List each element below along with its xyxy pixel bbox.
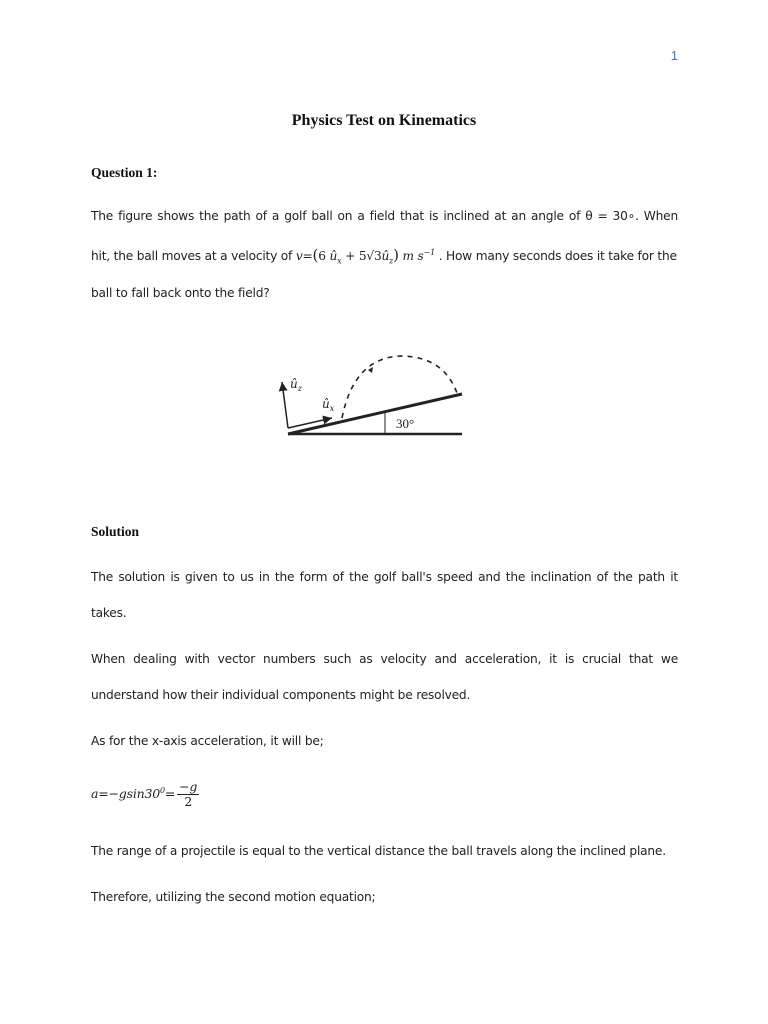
question-line-2-start: hit, the ball moves at a velocity of bbox=[91, 249, 293, 263]
solution-p4: The range of a projectile is equal to the vertical distance the ball travels along the inclined plane. bbox=[91, 844, 666, 858]
uz-label: $û_z$ bbox=[290, 377, 302, 393]
solution-p3: As for the x-axis acceleration, it will be; bbox=[91, 734, 324, 748]
solution-p2-line-1: When dealing with vector numbers such as velocity and acceleration, it is crucial that we bbox=[91, 652, 678, 666]
solution-heading: Solution bbox=[91, 524, 140, 539]
question-line-2-end: . How many seconds does it take for the bbox=[438, 249, 677, 263]
solution-p2-line-2: understand how their individual components might be resolved. bbox=[91, 688, 471, 702]
solution-p1-line-1: The solution is given to us in the form of the golf ball's speed and the inclination of the path it bbox=[91, 570, 678, 584]
ux-label: $û_x$ bbox=[322, 397, 335, 413]
question-line-1: The figure shows the path of a golf ball on a field that is inclined at an angle of θ = 30∘. When bbox=[91, 209, 678, 223]
angle-label: 30° bbox=[396, 416, 415, 431]
fraction: $\frac{-g}{2}$ bbox=[179, 779, 198, 809]
uz-arrow bbox=[282, 382, 288, 428]
page-title: Physics Test on Kinematics bbox=[291, 112, 477, 129]
trajectory-arrowhead bbox=[368, 367, 373, 373]
incline-diagram bbox=[270, 348, 470, 448]
golf-ball-incline-figure bbox=[270, 348, 470, 448]
acceleration-equation: $a=-gsin30^0=$ $\frac{-g}{2}$ bbox=[91, 779, 198, 809]
velocity-expression: v=(6 $û_x$ + $5√3û_z$) m $s^{-1}$ bbox=[295, 246, 436, 266]
question-line-2 bbox=[91, 246, 678, 265]
question-heading: Question 1: bbox=[91, 165, 158, 180]
page-number: 1 bbox=[670, 48, 678, 63]
solution-p5: Therefore, utilizing the second motion equation; bbox=[91, 890, 376, 904]
incline-line bbox=[288, 394, 462, 434]
question-line-3: ball to fall back onto the field? bbox=[91, 286, 270, 300]
solution-p1-line-2: takes. bbox=[91, 606, 127, 620]
